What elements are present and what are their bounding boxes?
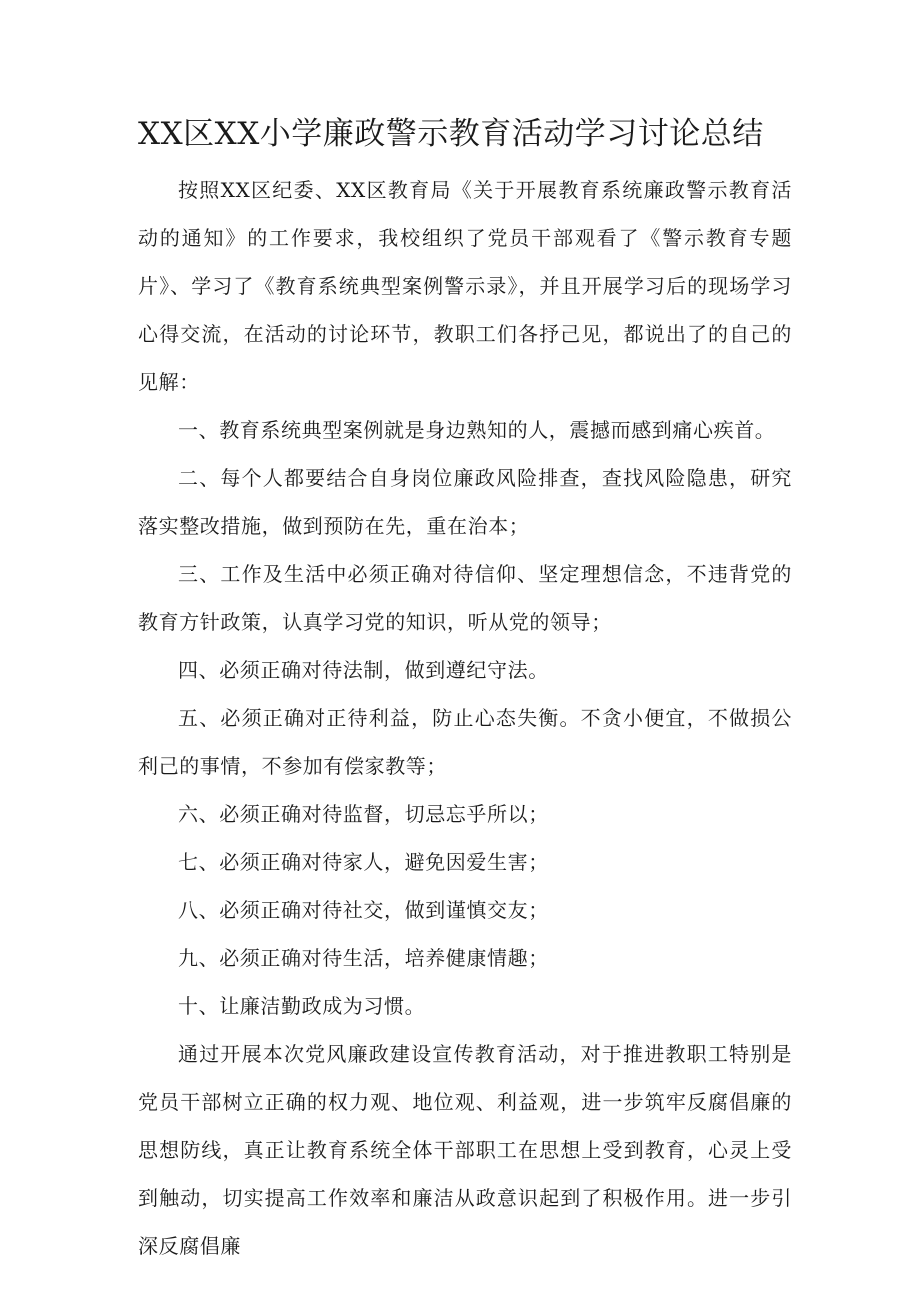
paragraph-point-7: 七、必须正确对待家人，避免因爱生害； <box>178 850 549 874</box>
document-title: XX区XX小学廉政警示教育活动学习讨论总结 <box>138 116 764 152</box>
paragraph-conclusion: 通过开展本次党风廉政建设宣传教育活动，对于推进教职工特别是党员干部树立正确的权力观、地位观、利益观，进一步筑牢反腐倡廉的思想防线，真正让教育系统全体干部职工在思想上受到教育，心灵上受到触动，切实提高工作效率和廉洁从政意识起到了积极作用。进一步引深反腐倡廉 <box>138 1042 792 1258</box>
paragraph-point-8: 八、必须正确对待社交，做到谨慎交友； <box>178 898 549 922</box>
paragraph-point-5: 五、必须正确对正待利益，防止心态失衡。不贪小便宜，不做损公利己的事情，不参加有偿家教等； <box>138 706 792 778</box>
paragraph-intro: 按照XX区纪委、XX区教育局《关于开展教育系统廉政警示教育活动的通知》的工作要求，我校组织了党员干部观看了《警示教育专题片》、学习了《教育系统典型案例警示录》，并且开展学习后的现场学习心得交流，在活动的讨论环节，教职工们各抒己见，都说出了的自己的见解： <box>138 178 792 394</box>
paragraph-point-9: 九、必须正确对待生活，培养健康情趣； <box>178 946 549 970</box>
document-body <box>138 166 792 1270</box>
paragraph-point-10: 十、让廉洁勤政成为习惯。 <box>178 994 426 1018</box>
paragraph-point-2: 二、每个人都要结合自身岗位廉政风险排查，查找风险隐患，研究落实整改措施，做到预防在先，重在治本； <box>138 466 792 538</box>
paragraph-point-4: 四、必须正确对待法制，做到遵纪守法。 <box>178 658 549 682</box>
paragraph-point-3: 三、工作及生活中必须正确对待信仰、坚定理想信念，不违背党的教育方针政策，认真学习党的知识，听从党的领导； <box>138 562 792 634</box>
paragraph-point-6: 六、必须正确对待监督，切忌忘乎所以； <box>178 802 549 826</box>
paragraph-point-1: 一、教育系统典型案例就是身边熟知的人，震撼而感到痛心疾首。 <box>178 418 776 442</box>
